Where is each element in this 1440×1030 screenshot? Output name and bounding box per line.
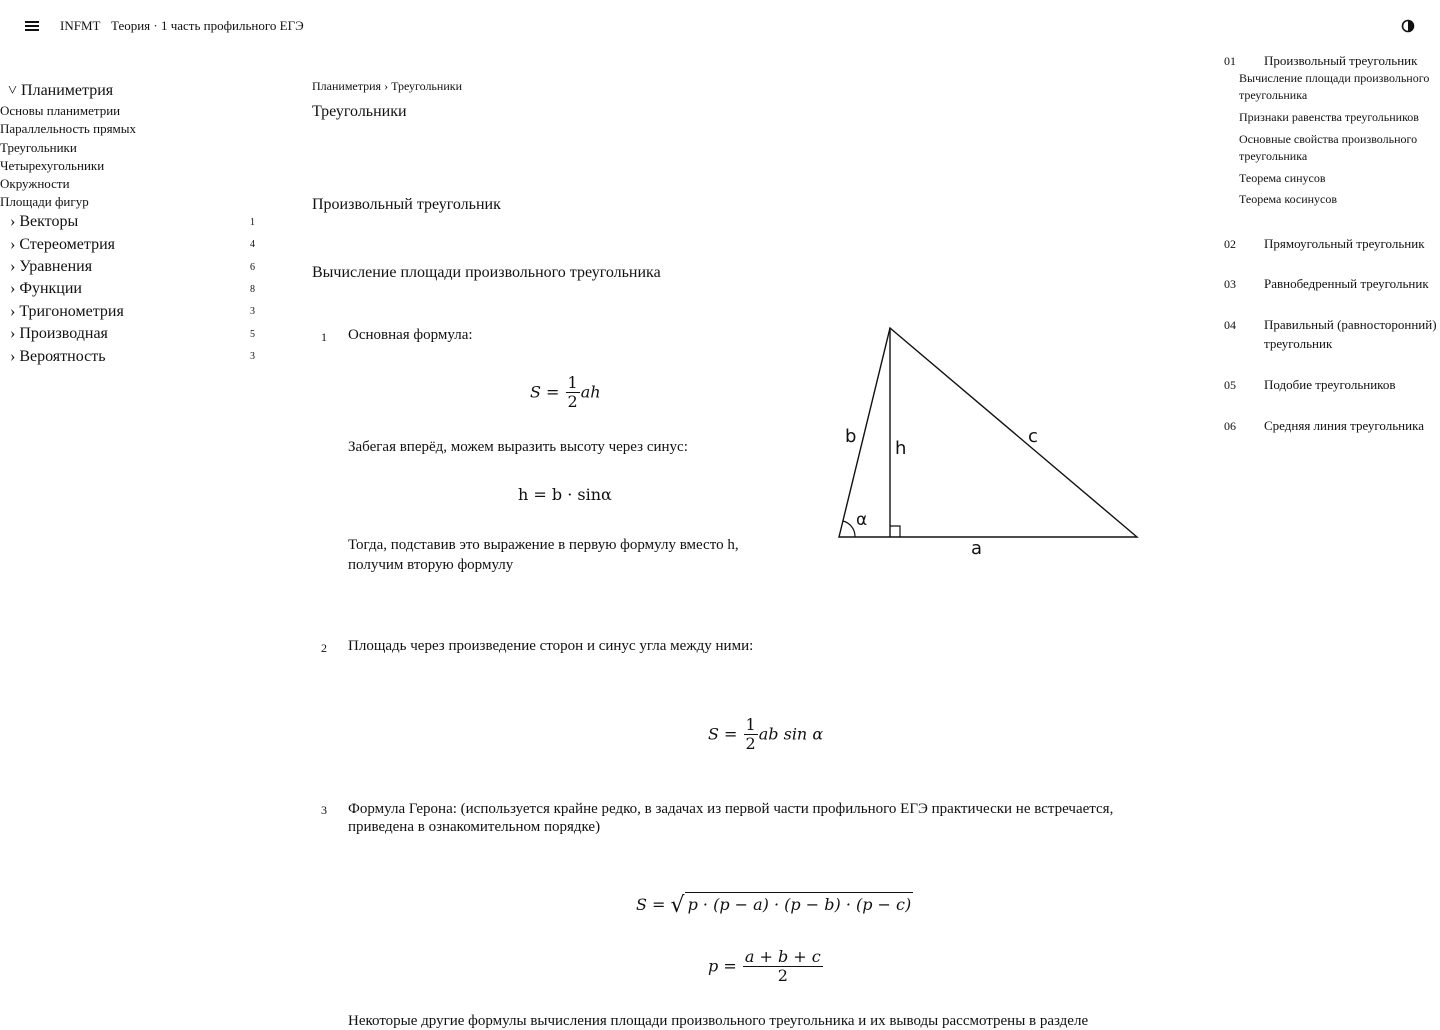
paragraph: Основная формула:: [348, 327, 473, 343]
sidebar-section-probability[interactable]: › Вероятность: [10, 348, 106, 365]
toc-subitem-area[interactable]: Вычисление площади произвольного треугольника: [1239, 71, 1430, 102]
toc-item-isosceles-triangle[interactable]: Равнобедренный треугольник: [1264, 276, 1429, 291]
site-logo[interactable]: INFMT: [60, 18, 101, 33]
section-heading: Произвольный треугольник: [312, 196, 501, 213]
paragraph: Площадь через произведение сторон и синус угла между ними:: [348, 638, 754, 654]
sidebar-item-quadrilaterals[interactable]: Четырехугольники: [0, 158, 105, 173]
theme-toggle-button[interactable]: [1398, 16, 1418, 36]
page-title: Треугольники: [312, 103, 407, 120]
list-number: 3: [321, 803, 327, 817]
list-number: 1: [321, 330, 327, 344]
paragraph: Формула Герона: (используется крайне редко, в задачах из первой части профильного ЕГЭ практически не встречается, приведена в ознакомительном порядке): [348, 801, 1114, 835]
menu-button[interactable]: [20, 14, 44, 38]
paragraph: Забегая вперёд, можем выразить высоту через синус:: [348, 439, 688, 455]
site-section-title[interactable]: Теория · 1 часть профильного ЕГЭ: [111, 18, 304, 33]
label-a: a: [971, 538, 983, 559]
triangle-diagram: [828, 318, 1148, 568]
breadcrumb[interactable]: Планиметрия › Треугольники: [312, 79, 462, 93]
label-alpha: α: [856, 510, 868, 530]
sidebar-item-circles[interactable]: Окружности: [0, 176, 70, 191]
toc-item-right-triangle[interactable]: Прямоугольный треугольник: [1264, 236, 1425, 251]
sidebar-item-areas[interactable]: Площади фигур: [0, 194, 89, 209]
toc-item-equilateral-triangle[interactable]: Правильный (равносторонний) треугольник: [1264, 317, 1437, 351]
formula-heron: S = √ p · (p − a) · (p − b) · (p − c): [636, 893, 912, 918]
label-c: c: [1028, 426, 1038, 447]
label-h: h: [895, 438, 907, 459]
toc-number: 04: [1224, 318, 1236, 332]
sidebar-item-basics[interactable]: Основы планиметрии: [0, 103, 121, 118]
toc-item-similarity[interactable]: Подобие треугольников: [1264, 377, 1396, 392]
label-b: b: [845, 426, 857, 447]
toc-number: 02: [1224, 237, 1236, 251]
toc-subitem-properties[interactable]: Основные свойства произвольного треугольника: [1239, 132, 1418, 163]
sidebar-count: 6: [250, 262, 255, 273]
sidebar-item-triangles[interactable]: Треугольники: [0, 140, 77, 155]
sidebar-section-trigonometry[interactable]: › Тригонометрия: [10, 303, 124, 320]
sidebar-count: 8: [250, 284, 255, 295]
sidebar-section-vectors[interactable]: › Векторы: [10, 213, 79, 230]
toc-number: 01: [1224, 54, 1236, 68]
sidebar-section-equations[interactable]: › Уравнения: [10, 258, 93, 275]
toc-number: 05: [1224, 378, 1236, 392]
paragraph: Некоторые другие формулы вычисления площади произвольного треугольника и их выводы рассмотрены в разделе: [348, 1013, 1089, 1029]
contrast-icon: [1398, 16, 1418, 36]
toc-subitem-equality[interactable]: Признаки равенства треугольников: [1239, 110, 1419, 124]
toc-number: 03: [1224, 277, 1236, 291]
sidebar-section-functions[interactable]: › Функции: [10, 280, 82, 297]
sidebar-section-planimetry[interactable]: ˅ Планиметрия: [8, 82, 114, 99]
toc-number: 06: [1224, 419, 1236, 433]
subsection-heading: Вычисление площади произвольного треугольника: [312, 264, 661, 281]
sidebar-section-derivative[interactable]: › Производная: [10, 325, 108, 342]
sidebar-count: 4: [250, 239, 255, 250]
sidebar-count: 5: [250, 329, 255, 340]
formula-height-sine: h = b · sinα: [518, 485, 612, 504]
formula-area-basic: S = $\frac{1}{2}$ ah: [530, 373, 601, 412]
toc-subitem-law-of-sines[interactable]: Теорема синусов: [1239, 171, 1326, 185]
formula-semiperimeter: p = $\frac{a + b + c}{2}$: [708, 947, 821, 986]
toc-subitem-law-of-cosines[interactable]: Теорема косинусов: [1239, 192, 1338, 206]
paragraph: Тогда, подставив это выражение в первую формулу вместо h, получим вторую формулу: [348, 537, 739, 573]
toc-item-arbitrary-triangle[interactable]: Произвольный треугольник: [1264, 53, 1418, 68]
formula-area-sine: S = $\frac{1}{2}$ ab sin α: [708, 715, 824, 754]
list-number: 2: [321, 641, 327, 655]
sidebar-count: 3: [250, 306, 255, 317]
sidebar-count: 1: [250, 217, 255, 228]
sidebar-section-stereometry[interactable]: › Стереометрия: [10, 236, 116, 253]
sidebar-item-parallel-lines[interactable]: Параллельность прямых: [0, 121, 137, 136]
toc-item-midline[interactable]: Средняя линия треугольника: [1264, 418, 1424, 433]
sidebar-count: 3: [250, 351, 255, 362]
